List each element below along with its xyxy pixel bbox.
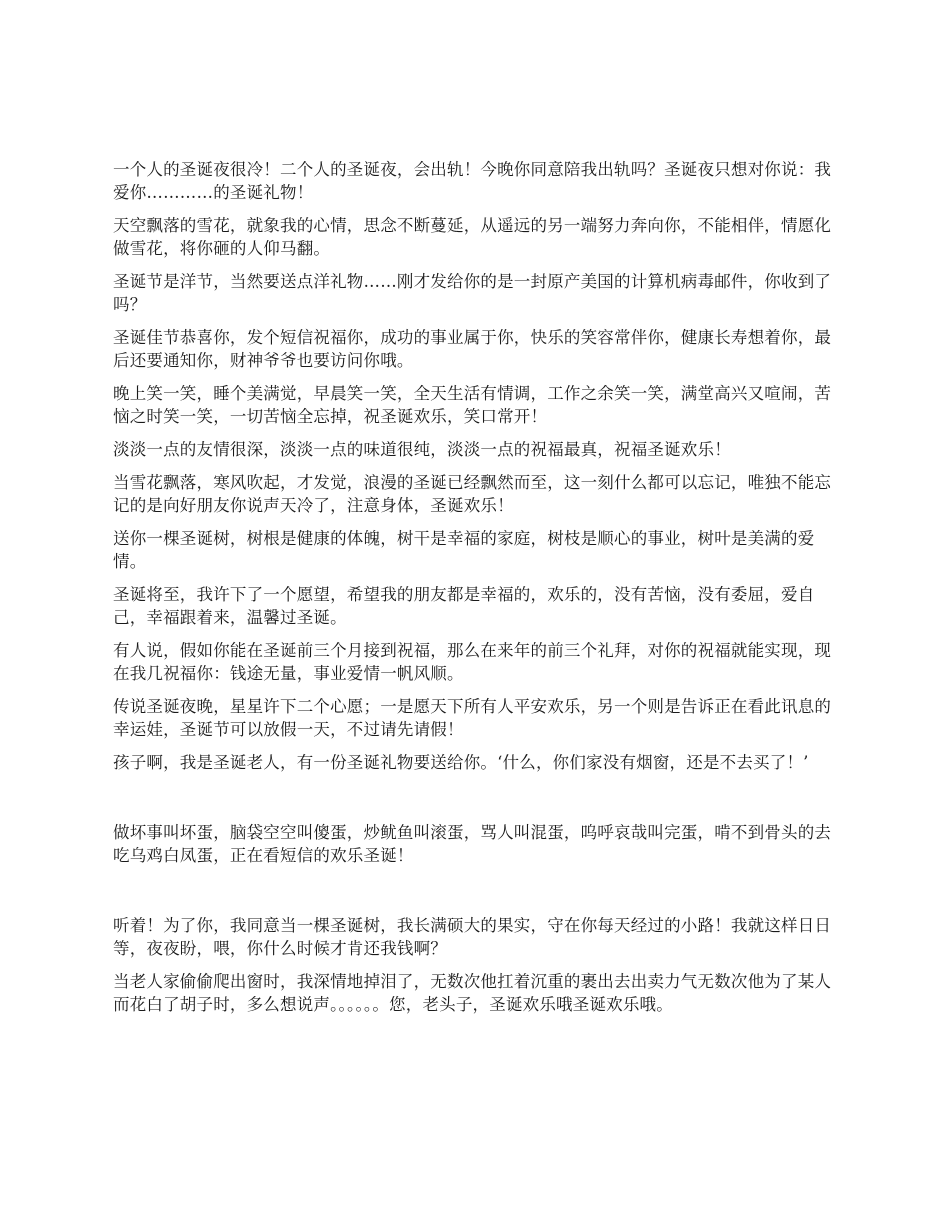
paragraph: 圣诞节是洋节，当然要送点洋礼物……刚才发给你的是一封原产美国的计算机病毒邮件，你收到了吗？ [113,272,832,314]
paragraph: 晚上笑一笑，睡个美满觉，早晨笑一笑，全天生活有情调，工作之余笑一笑，满堂高兴又喧闹，苦恼之时笑一笑，一切苦恼全忘掉，祝圣诞欢乐，笑口常开！ [113,384,832,426]
paragraph: 天空飘落的雪花，就象我的心情，思念不断蔓延，从遥远的另一端努力奔向你，不能相伴，情愿化做雪花，将你砸的人仰马翻。 [113,216,832,258]
paragraph: 传说圣诞夜晚，星星许下二个心愿；一是愿天下所有人平安欢乐，另一个则是告诉正在看此讯息的幸运娃，圣诞节可以放假一天，不过请先请假！ [113,697,832,739]
paragraph: 当雪花飘落，寒风吹起，才发觉，浪漫的圣诞已经飘然而至，这一刻什么都可以忘记，唯独不能忘记的是向好朋友你说声天冷了，注意身体，圣诞欢乐！ [113,473,832,515]
paragraph: 当老人家偷偷爬出窗时，我深情地掉泪了，无数次他扛着沉重的裹出去出卖力气无数次他为了某人而花白了胡子时，多么想说声。。。。。。您，老头子，圣诞欢乐哦圣诞欢乐哦。 [113,972,832,1014]
paragraph: 圣诞佳节恭喜你，发个短信祝福你，成功的事业属于你，快乐的笑容常伴你，健康长寿想着你，最后还要通知你，财神爷爷也要访问你哦。 [113,328,832,370]
blank-gap [113,784,839,821]
paragraph: 有人说，假如你能在圣诞前三个月接到祝福，那么在来年的前三个礼拜，对你的祝福就能实现，现在我几祝福你：钱途无量，事业爱情一帆风顺。 [113,641,832,683]
paragraph: 做坏事叫坏蛋，脑袋空空叫傻蛋，炒鱿鱼叫滚蛋，骂人叫混蛋，呜呼哀哉叫完蛋，啃不到骨头的去吃乌鸡白凤蛋，正在看短信的欢乐圣诞！ [113,823,832,865]
paragraph: 一个人的圣诞夜很冷！二个人的圣诞夜，会出轨！今晚你同意陪我出轨吗？圣诞夜只想对你说：我爱你…………的圣诞礼物！ [113,160,832,202]
document-page [113,158,839,1026]
paragraph: 淡淡一点的友情很深，淡淡一点的味道很纯，淡淡一点的祝福最真，祝福圣诞欢乐！ [113,440,731,459]
blank-gap [113,877,839,914]
paragraph: 听着！为了你，我同意当一棵圣诞树，我长满硕大的果实，守在你每天经过的小路！我就这样日日等，夜夜盼，喂，你什么时候才肯还我钱啊？ [113,916,832,958]
paragraph: 圣诞将至，我许下了一个愿望，希望我的朋友都是幸福的，欢乐的，没有苦恼，没有委屈，爱自己，幸福跟着来，温馨过圣诞。 [113,585,815,627]
paragraph: 孩子啊，我是圣诞老人，有一份圣诞礼物要送给你。‘什么，你们家没有烟窗，还是不去买了！’ [113,753,809,772]
paragraph: 送你一棵圣诞树，树根是健康的体魄，树干是幸福的家庭，树枝是顺心的事业，树叶是美满的爱情。 [113,529,815,571]
